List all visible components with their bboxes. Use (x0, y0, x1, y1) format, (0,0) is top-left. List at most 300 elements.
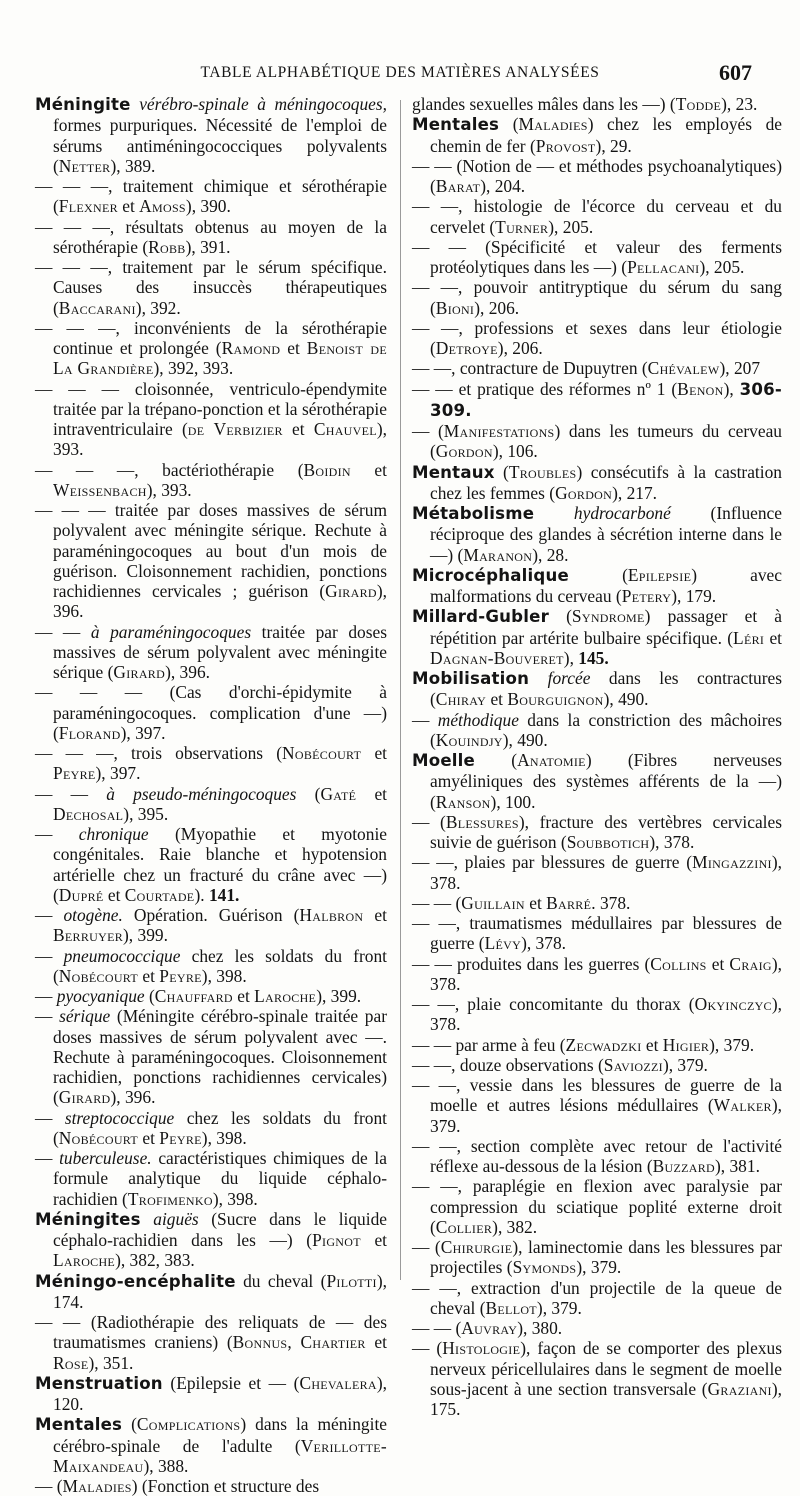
entry-text: ), 206. (474, 297, 520, 318)
author-name: Bioni (435, 297, 475, 318)
author-name: Bourguignon (507, 689, 604, 710)
entry-text: — ( (35, 1476, 63, 1496)
entry-text: Opération. Guérison ( (122, 905, 300, 925)
author-name: Baccarani (58, 297, 136, 318)
entry-text: ) avec malformations du cerveau ( (430, 564, 782, 606)
entry-text: — — (35, 621, 91, 642)
entry-text: — — — traitée par doses massives de sérum polyvalent avec méningite sérique. Rechute à paraméningocoques au bout d'un mois de guérison. Cloisonnement rachidien, ponctions rachidiennes cervicales ; guérison ( (35, 500, 387, 601)
entry-text: ) consécutifs à la castration chez les femmes ( (430, 461, 782, 503)
index-entry (412, 1075, 782, 1136)
entry-text: chez les soldats du front ( (53, 945, 387, 986)
index-entry (412, 668, 782, 710)
author-name: Boidin (303, 459, 351, 480)
index-entry (412, 852, 782, 893)
entry-qualifier: pyocyanique (56, 986, 145, 1006)
entry-heading: 306-309. (430, 379, 782, 420)
entry-text: ) (Fonction et structure des (131, 1476, 320, 1496)
entry-text: — —, paraplégie en flexion avec paralysie par compression du sciatique poplité externe droit ( (412, 1176, 782, 1237)
index-entry (412, 462, 782, 504)
index-entry (412, 606, 782, 668)
index-entry (412, 1338, 782, 1419)
entry-qualifier: hydrocarboné (573, 503, 671, 523)
index-entry (35, 217, 387, 258)
entry-heading: Microcéphalique (412, 565, 569, 585)
entry-qualifier: vérébro-spinale à méningocoques, (139, 94, 387, 114)
entry-text: et (232, 986, 255, 1006)
entry-text: ), 382. (492, 1216, 538, 1237)
entry-text: ). (194, 884, 209, 905)
entry-text: — —, histologie de l'écorce du cerveau et du cervelet ( (412, 196, 782, 237)
entry-text: (Epilepsie et — ( (162, 1372, 300, 1393)
author-name: Soubbotich (566, 832, 650, 852)
index-entry (35, 1271, 387, 1313)
entry-text: ), 390. (185, 196, 231, 217)
index-entry (412, 318, 782, 359)
author-name: Dagnan-Bouveret (430, 647, 564, 668)
entry-heading: Mobilisation (412, 669, 530, 688)
entry-text: — — par arme à feu ( (412, 1034, 566, 1055)
author-name: Ramond (221, 338, 281, 358)
entry-text: ( (122, 1414, 137, 1435)
index-entry (412, 358, 782, 378)
entry-text: ( (568, 564, 628, 585)
author-name: Halbron (299, 905, 364, 925)
entry-text: ), 379. (709, 1034, 755, 1055)
running-title: TABLE ALPHABÉTIQUE DES MATIÈRES ANALYSÉES (200, 64, 600, 81)
author-name: Kouindjy (435, 729, 503, 750)
entry-text: — — ( (412, 892, 462, 913)
author-name: Petery (621, 586, 672, 606)
entry-text: ), 378. (430, 852, 782, 893)
author-name: Peyre (53, 763, 96, 784)
index-entry (35, 500, 387, 622)
entry-text: et (117, 196, 140, 217)
index-entry (412, 503, 782, 565)
entry-text: et (350, 459, 387, 480)
entry-text: — —, douze observations ( (412, 1054, 604, 1075)
index-entry (412, 1278, 782, 1319)
entry-heading: Métabolisme (412, 504, 535, 523)
entry-text: et (641, 1034, 663, 1055)
entry-text: — — —, résultats obtenus au moyen de la sérothérapie ( (35, 216, 387, 257)
entry-heading: Mentaux (412, 462, 495, 482)
entry-text: — (35, 1148, 60, 1168)
entry-heading: Menstruation (35, 1373, 163, 1393)
author-name: Peyre (159, 965, 202, 986)
entry-text: ), 204. (480, 176, 526, 196)
entry-text: ( (144, 986, 155, 1006)
entry-text: ), 490. (502, 729, 548, 750)
index-entry (412, 196, 782, 237)
entry-text: et (356, 783, 387, 804)
index-entry (35, 743, 387, 784)
entry-heading: Méningites (35, 1209, 141, 1229)
entry-text: ), 207 (719, 358, 761, 379)
entry-text: — —, contracture de Dupuytren ( (412, 358, 648, 379)
page-number: 607 (719, 60, 752, 85)
entry-text: ), 378. (649, 832, 695, 852)
index-entry (35, 379, 387, 460)
entry-text: ), 490. (603, 689, 649, 710)
index-entry (412, 565, 782, 607)
entry-text (534, 503, 574, 523)
author-name: Histologie (442, 1338, 521, 1359)
index-entry (412, 156, 782, 197)
entry-text: — ( (412, 811, 446, 832)
entry-heading: Mentales (35, 1415, 123, 1435)
author-name: Benon (677, 378, 724, 399)
entry-qualifier: streptococcique (64, 1107, 175, 1128)
index-entry (35, 824, 387, 905)
author-name: Girard (325, 581, 377, 601)
author-name: Flexner (58, 196, 118, 217)
entry-text: ), 175. (430, 1378, 782, 1419)
author-name: Collins (650, 953, 707, 974)
author-name: Turner (495, 216, 549, 237)
index-entry (35, 946, 387, 987)
author-name: Buzzard (652, 1156, 715, 1176)
index-column-left (35, 94, 387, 1496)
entry-text: ), 378. (430, 994, 782, 1035)
author-name: Barat (435, 176, 481, 196)
author-name: Maladies (518, 114, 588, 135)
entry-text: ( (296, 783, 321, 804)
index-entry (35, 1006, 387, 1107)
author-name: Berruyer (53, 925, 124, 946)
entry-text: ), 23. (721, 94, 758, 114)
entry-text: ), 120. (53, 1372, 387, 1414)
entry-text: ), façon de se comporter des plexus nerveux péricellulaires dans le segment de moelle sous-jacent à une section transversale ( (430, 1338, 783, 1399)
entry-text: ), 378. (521, 933, 566, 954)
entry-text: et (103, 884, 125, 905)
index-entry (412, 954, 782, 995)
author-name: Robb (148, 236, 186, 257)
entry-text: ( (494, 461, 509, 482)
entry-text: et (764, 627, 782, 648)
entry-text: — — — cloisonnée, ventriculo-épendymite traitée par la trépano-ponction et la sérothérapie intraventriculaire ( (35, 378, 387, 439)
index-entry (35, 176, 387, 217)
author-name: Ranson (435, 791, 491, 812)
author-name: Epilepsie (627, 564, 692, 585)
entry-text: et (524, 892, 547, 913)
entry-text: — — —, trois observations ( (35, 743, 283, 763)
entry-text: (Influence réciproque des glandes à sécrétion interne dans le —) ( (430, 503, 782, 565)
entry-qualifier: otogène. (63, 905, 123, 925)
entry-text: ), 106. (492, 441, 538, 462)
page-header (0, 58, 800, 88)
author-name: Girard (58, 1087, 111, 1108)
entry-text: — ( (412, 1237, 441, 1257)
author-name: Anatomie (517, 750, 586, 770)
entry-text: ), 395. (123, 803, 169, 824)
entry-text: — — —, traitement chimique et sérothérapie ( (35, 176, 387, 217)
entry-text: . 378. (591, 892, 631, 913)
author-name: Laroche (53, 1250, 116, 1271)
entry-text: ), 174. (53, 1270, 387, 1312)
entry-text: — — (Spécificité et valeur des ferments protéolytiques dans les —) ( (412, 236, 782, 277)
author-name: Courtade (124, 884, 195, 905)
author-name: Florand (58, 722, 121, 743)
entry-text: ), 391. (185, 236, 231, 257)
entry-qualifier: aiguës (153, 1208, 199, 1229)
entry-text: — (35, 986, 57, 1006)
entry-qualifier: sérique (59, 1006, 111, 1027)
entry-text: (Sucre dans le liquide céphalo-rachidien dans les —) ( (53, 1208, 387, 1250)
entry-text: — (35, 905, 64, 925)
entry-text: ), 399. (123, 925, 168, 946)
author-name: Trofimenko (127, 1188, 213, 1209)
index-entry (35, 1476, 387, 1496)
entry-text: ( (548, 606, 572, 627)
author-name: Syndrome (571, 606, 645, 627)
author-name: Auvray (461, 1318, 518, 1338)
entry-text: ), 392. (135, 297, 181, 318)
author-name: Manifestations (443, 421, 555, 441)
author-name: Todde (675, 94, 722, 114)
author-name: Nobécourt (58, 965, 139, 986)
author-name: Pilotti (326, 1270, 377, 1291)
entry-text: ), (723, 378, 740, 399)
entry-text: glandes sexuelles mâles dans les —) ( (412, 94, 676, 114)
index-entry (35, 94, 387, 176)
entry-text: et (138, 1127, 160, 1148)
entry-text: ), fracture des vertèbres cervicales suivie de guérison ( (430, 811, 782, 852)
entry-text: ), 28. (532, 544, 569, 565)
entry-text: ), 398. (201, 965, 247, 986)
entry-text: ), 396. (165, 662, 210, 682)
entry-text: et (706, 953, 730, 974)
entry-heading: Mentales (412, 115, 500, 135)
index-entry (35, 1312, 387, 1373)
index-entry (35, 986, 387, 1006)
entry-qualifier: à pseudo-méningocoques (106, 783, 297, 804)
entry-heading: Méningite (35, 95, 131, 114)
index-entry (35, 257, 387, 318)
entry-text: — — ( (412, 1318, 462, 1338)
entry-text: ), 380. (517, 1318, 563, 1338)
entry-text: ), 382, 383. (115, 1250, 195, 1271)
entry-text: — —, professions et sexes dans leur étiologie ( (412, 317, 782, 358)
entry-text: ), laminectomie dans les blessures par projectiles ( (430, 1237, 783, 1278)
entry-text: ), 379. (430, 1095, 782, 1136)
author-name: Chauffard (154, 986, 233, 1006)
entry-text: ), 205. (699, 257, 745, 277)
entry-text: — (35, 945, 64, 966)
author-name: Chévalew (647, 358, 720, 379)
entry-text: ), 397. (95, 763, 141, 784)
entry-text: ), 392, 393. (153, 358, 234, 379)
entry-text: — — (Radiothérapie des reliquats de — des traumatismes craniens) ( (35, 1312, 387, 1353)
index-entry (35, 1373, 387, 1415)
entry-text: — —, plaie concomitante du thorax ( (412, 994, 695, 1014)
entry-text: ), 351. (88, 1352, 134, 1373)
index-entry (35, 460, 387, 501)
entry-heading: Méningo-encéphalite (35, 1271, 236, 1291)
entry-text: — — —, inconvénients de la sérothérapie continue et prolongée ( (35, 317, 387, 358)
entry-text: (Myopathie et myotonie congénitales. Raie blanche et hypotension artérielle chez un fracturé du crâne avec —) ( (53, 824, 387, 905)
author-name: Mingazzini (692, 852, 772, 873)
entry-text: — (35, 824, 79, 844)
index-entry (412, 1136, 782, 1177)
author-name: Gordon (435, 441, 493, 462)
author-name: Chirurgie (440, 1237, 513, 1257)
entry-text: et (282, 419, 314, 439)
entry-text: et (363, 905, 387, 925)
entry-text: ), 398. (212, 1188, 258, 1209)
author-name: Nobécourt (282, 743, 362, 763)
entry-text: ), 399. (316, 986, 362, 1006)
author-name: Gaté (320, 783, 357, 804)
author-name: Craig (729, 953, 772, 974)
author-name: Graziani (707, 1378, 772, 1399)
index-entry (412, 237, 782, 278)
index-entry (35, 1108, 387, 1149)
entry-text: — (35, 1006, 60, 1027)
index-entry (412, 1055, 782, 1075)
index-entry (412, 379, 782, 422)
author-name: Lévy (484, 933, 522, 954)
index-entry (35, 1209, 387, 1271)
author-name: Okyinczyc (694, 994, 772, 1014)
entry-text: dans la constriction des mâchoires ( (430, 709, 782, 750)
index-entry (412, 1318, 782, 1338)
author-name: Benoist de La Grandière (53, 338, 388, 379)
index-entry (412, 994, 782, 1035)
author-name: Complications (136, 1414, 241, 1435)
author-name: Zecwadzki (565, 1034, 642, 1055)
index-entry (412, 1237, 782, 1278)
entry-text: (Méningite cérébro-spinale traitée par doses massives de sérum polyvalent avec —. Rechute à paraméningocoques. Cloisonnement rachidien, ponctions rachidiennes cervicales) ( (53, 1006, 387, 1108)
entry-text: et (361, 743, 387, 763)
author-name: Walker (713, 1095, 772, 1116)
entry-text: ), 388. (143, 1455, 189, 1476)
author-name: Maladies (62, 1476, 132, 1496)
index-entry (35, 905, 387, 946)
author-name: Barré (546, 892, 592, 913)
entry-text: — — (35, 783, 107, 804)
entry-text: ), 29. (595, 135, 632, 156)
index-entry (35, 784, 387, 825)
entry-text: — — (Notion de — et méthodes psychoanalytiques) ( (412, 155, 782, 196)
author-name: de Verbizier (187, 419, 283, 439)
entry-text: ( (475, 750, 518, 770)
entry-qualifier: méthodique (437, 709, 519, 730)
index-entry (412, 94, 782, 114)
author-name: Verillotte-Maixandeau (53, 1435, 387, 1476)
author-name: Blessures (445, 811, 519, 832)
entry-text: ( (499, 114, 519, 135)
entry-text: — (35, 1107, 65, 1128)
author-name: Bonnus (232, 1332, 288, 1353)
index-entry (35, 682, 387, 743)
entry-text: et (138, 965, 160, 986)
index-entry (412, 710, 782, 751)
author-name: Chevalera (299, 1372, 377, 1393)
entry-text: ) dans la méningite cérébro-spinale de l'adulte ( (53, 1414, 388, 1456)
entry-text: ), 396. (53, 581, 387, 622)
entry-text: ), 381. (715, 1156, 760, 1176)
entry-text: ), 397. (120, 722, 166, 743)
index-column-right (412, 94, 782, 1419)
entry-text: ), 217. (612, 482, 658, 503)
entry-text: — — —, bactériothérapie ( (35, 459, 304, 480)
entry-text (529, 668, 547, 688)
entry-text: — ( (412, 1338, 443, 1359)
entry-text: ), 378. (430, 953, 782, 994)
entry-text: ), 393. (146, 479, 192, 500)
entry-qualifier: à paraméningocoques (90, 621, 252, 642)
author-name: Dechosal (53, 803, 124, 824)
author-name: Weissenbach (53, 479, 147, 500)
index-entry (35, 1148, 387, 1209)
entry-text: ), 379. (536, 1297, 582, 1318)
index-entry (412, 1035, 782, 1055)
entry-text: ), 179. (671, 586, 717, 606)
entry-qualifier: pneumococcique (63, 945, 181, 966)
entry-text: et (365, 1332, 387, 1353)
index-entry (35, 1414, 387, 1476)
entry-qualifier: forcée (547, 668, 591, 688)
author-name: Netter (58, 155, 111, 176)
author-name: Peyre (159, 1127, 202, 1148)
entry-heading: Moelle (412, 751, 475, 770)
index-entry (412, 114, 782, 156)
index-entry (412, 893, 782, 913)
entry-text: ), 393. (53, 419, 387, 460)
author-name: Chiray (435, 689, 487, 710)
author-name: Rose (53, 1352, 89, 1373)
index-entry (412, 750, 782, 812)
author-name: Maranon (463, 544, 533, 565)
index-entry (35, 318, 387, 379)
author-name: Provost (535, 135, 596, 156)
entry-text: ), 206. (497, 338, 543, 358)
author-name: Léri (733, 627, 765, 648)
entry-heading: Millard-Gubler (412, 607, 549, 627)
entry-text: — — produites dans les guerres ( (412, 953, 651, 974)
page-reference: 141. (208, 884, 240, 905)
author-name: Higier (662, 1034, 710, 1055)
author-name: Chartier (300, 1332, 366, 1353)
entry-text: ), 100. (490, 791, 536, 812)
index-entry (412, 421, 782, 462)
author-name: Laroche (254, 986, 317, 1006)
index-entry (412, 1176, 782, 1237)
entry-text: — —, vessie dans les blessures de guerre de la moelle et autres lésions médullaires ( (412, 1075, 782, 1116)
entry-text: et (280, 338, 307, 358)
author-name: Nobécourt (58, 1127, 139, 1148)
author-name: Chauvel (313, 419, 377, 439)
column-rule (400, 100, 401, 1280)
entry-text: ), 398. (201, 1127, 247, 1148)
author-name: Saviozzi (603, 1054, 663, 1075)
entry-text: caractéristiques chimiques de la formule analytique du liquide céphalo-rachidien ( (53, 1148, 387, 1209)
entry-text: ), 396. (110, 1087, 156, 1108)
entry-text: ), 379. (576, 1257, 622, 1278)
entry-text: — —, extraction d'un projectile de la queue de cheval ( (412, 1277, 782, 1318)
entry-text: et (360, 1230, 387, 1250)
entry-text: — — —, traitement par le sérum spécifique. Causes des insuccès thérapeutiques ( (35, 257, 387, 318)
index-entry (412, 812, 782, 853)
entry-text: traitée par doses massives de sérum polyvalent avec méningite sérique ( (53, 621, 387, 682)
author-name: Gordon (555, 482, 613, 503)
author-name: Pignot (312, 1230, 361, 1250)
entry-qualifier: chronique (78, 824, 149, 844)
author-name: Symonds (512, 1257, 577, 1278)
entry-text: — — et pratique des réformes nº 1 ( (412, 378, 678, 399)
author-name: Amoss (139, 196, 186, 217)
index-entry (412, 277, 782, 318)
